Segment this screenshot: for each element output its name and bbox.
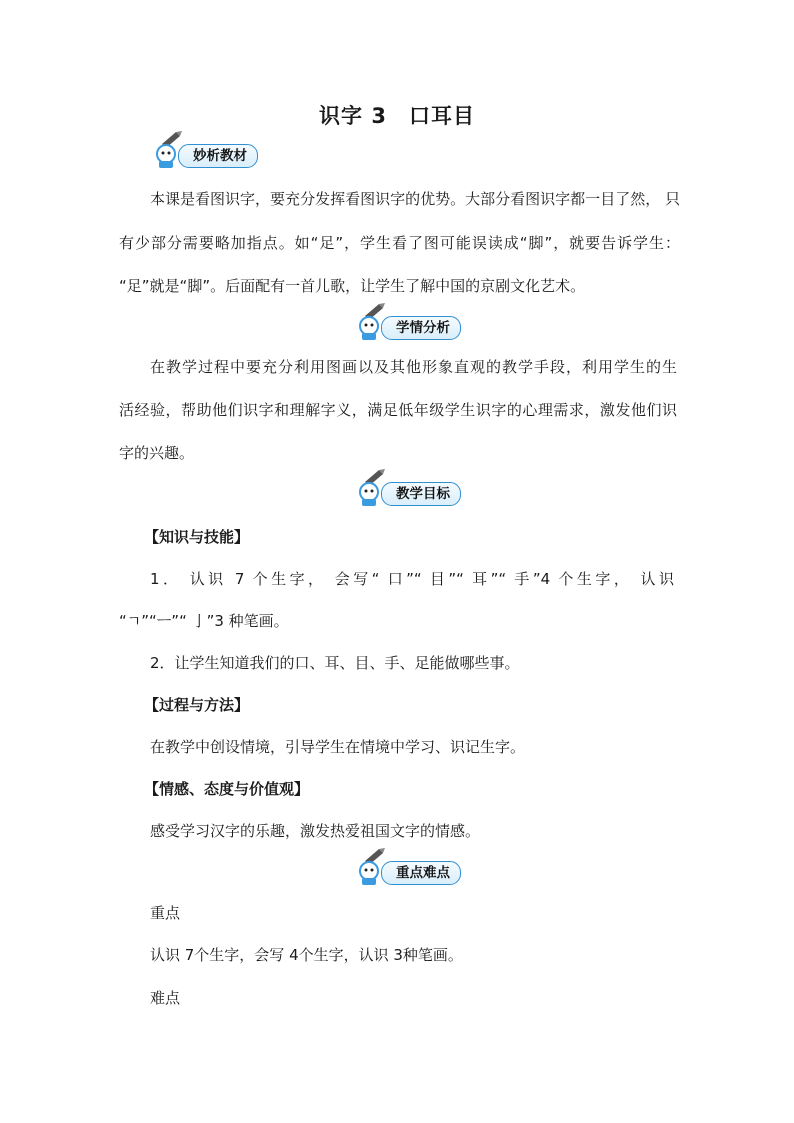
paragraph-line: 认识 7个生字，会写 4个生字，认识 3种笔画。 <box>150 946 463 964</box>
subheading: 【过程与方法】 <box>144 696 250 714</box>
paragraph-line: 字的兴趣。 <box>119 444 195 462</box>
section-label: 妙析教材 <box>178 144 258 168</box>
section-label: 重点难点 <box>381 861 461 885</box>
paragraph-line: 感受学习汉字的乐趣，激发热爱祖国文字的情感。 <box>150 822 481 840</box>
paragraph-line: 1． 认识 7 个生字， 会写“ 口”“ 目”“ 耳”“ 手”4 个生字， 认识 <box>150 570 674 588</box>
paragraph-line: “ㄱ”“ㅡ”“ 亅”3 种笔画。 <box>119 612 289 630</box>
paragraph-line: 2．让学生知道我们的口、耳、目、手、足能做哪些事。 <box>150 654 520 672</box>
paragraph-line: 活经验，帮助他们识字和理解字义，满足低年级学生识字的心理需求，激发他们识 <box>119 401 677 419</box>
paragraph-line: 在教学中创设情境，引导学生在情境中学习、识记生字。 <box>150 738 526 756</box>
section-header-key-points <box>355 847 475 887</box>
subheading: 难点 <box>150 989 181 1007</box>
subheading: 【情感、态度与价值观】 <box>144 780 310 798</box>
paragraph-line: 在教学过程中要充分利用图画以及其他形象直观的教学手段，利用学生的生 <box>150 358 677 376</box>
paragraph-line: “足”就是“脚”。后面配有一首儿歌，让学生了解中国的京剧文化艺术。 <box>119 277 586 295</box>
section-header-analysis <box>152 130 272 170</box>
section-header-learner <box>355 302 475 342</box>
page-title: 识字 3 口耳目 <box>319 104 475 128</box>
section-label: 教学目标 <box>381 482 461 506</box>
paragraph-line: 本课是看图识字，要充分发挥看图识字的优势。大部分看图识字都一目了然， 只 <box>150 190 680 208</box>
paragraph-line: 有少部分需要略加指点。如“足”，学生看了图可能误读成“脚”，就要告诉学生： <box>119 234 680 252</box>
subheading: 【知识与技能】 <box>144 528 250 546</box>
subheading: 重点 <box>150 904 181 922</box>
section-label: 学情分析 <box>381 316 461 340</box>
section-header-goals <box>355 468 475 508</box>
